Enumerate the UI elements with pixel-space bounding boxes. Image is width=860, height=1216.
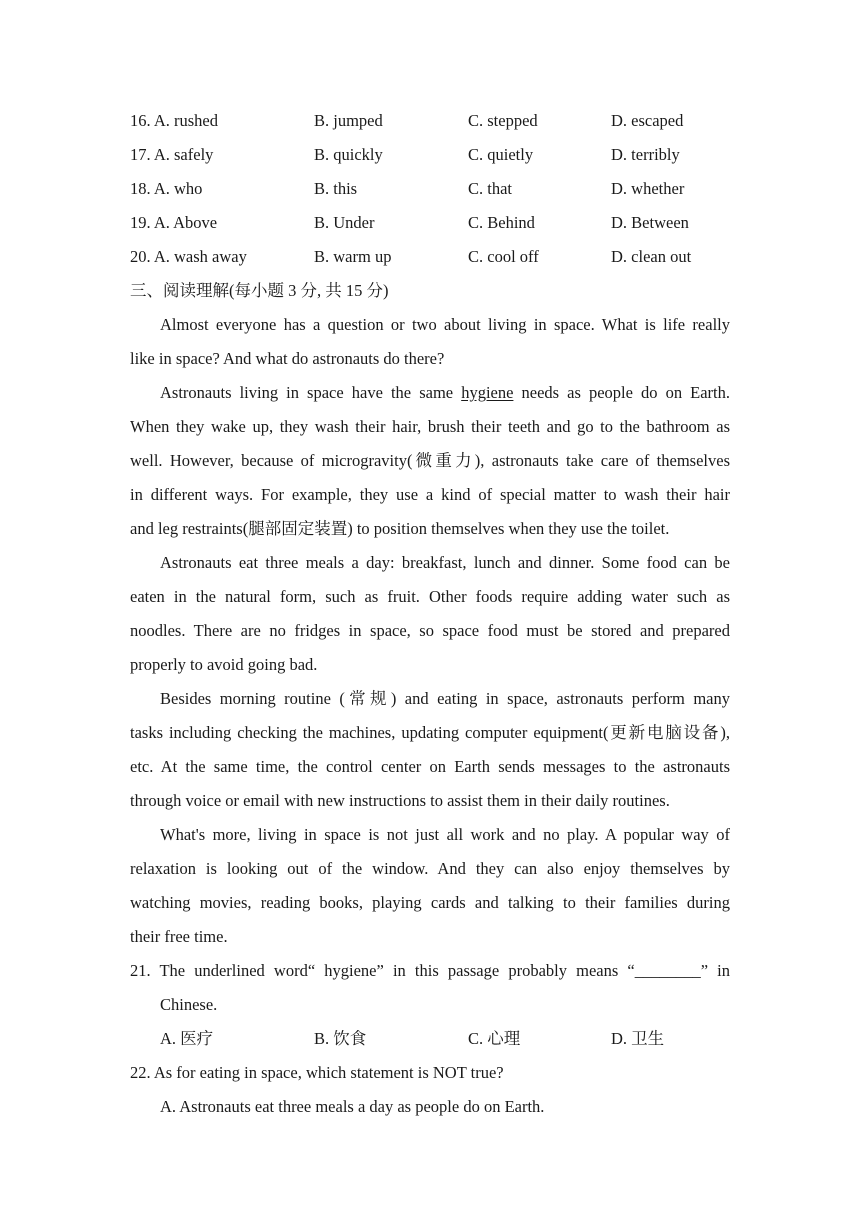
question-21-options: [130, 1022, 730, 1056]
passage-line: Astronauts eat three meals a day: breakfast, lunch and dinner. Some food can be: [160, 553, 730, 572]
options-row-17: [130, 138, 730, 172]
options-row-18: [130, 172, 730, 206]
passage-line: like in space? And what do astronauts do there?: [130, 349, 445, 368]
option-b: B. warm up: [314, 247, 392, 266]
passage-line: [160, 376, 730, 410]
option-c: C. quietly: [468, 145, 534, 164]
option-d: D. whether: [611, 179, 685, 198]
option-a: A. 医疗: [160, 1029, 214, 1048]
option-c: C. 心理: [468, 1029, 521, 1048]
option-c: C. cool off: [468, 247, 539, 266]
option-c: C. that: [468, 179, 512, 198]
text-fragment: needs as people do on Earth.: [513, 383, 730, 402]
passage-line: When they wake up, they wash their hair, brush their teeth and go to the bathroom as: [130, 417, 730, 436]
option-a: 17. A. safely: [130, 145, 214, 164]
passage-line: noodles. There are no fridges in space, so space food must be stored and prepared: [130, 621, 730, 640]
passage-line: What's more, living in space is not just all work and no play. A popular way of: [160, 825, 730, 844]
passage-line: Almost everyone has a question or two about living in space. What is life really: [160, 315, 730, 334]
option-b: B. 饮食: [314, 1029, 367, 1048]
passage-line: Besides morning routine (常规) and eating in space, astronauts perform many: [160, 689, 730, 708]
options-row-16: [130, 104, 730, 138]
option-b: B. jumped: [314, 111, 383, 130]
option-c: C. stepped: [468, 111, 538, 130]
option-d: D. escaped: [611, 111, 684, 130]
option-d: D. clean out: [611, 247, 692, 266]
option-a: 16. A. rushed: [130, 111, 218, 130]
option-a: 18. A. who: [130, 179, 203, 198]
question-22-option-a: A. Astronauts eat three meals a day as people do on Earth.: [160, 1097, 545, 1116]
question-21-stem-cont: Chinese.: [160, 995, 218, 1014]
underlined-word-hygiene: hygiene: [461, 383, 514, 402]
option-a: 19. A. Above: [130, 213, 218, 232]
option-c: C. Behind: [468, 213, 535, 232]
options-row-19: [130, 206, 730, 240]
option-d: D. terribly: [611, 145, 680, 164]
passage-line: watching movies, reading books, playing cards and talking to their families during: [130, 893, 730, 912]
options-row-20: [130, 240, 730, 274]
passage-line: relaxation is looking out of the window. And they can also enjoy themselves by: [130, 859, 730, 878]
passage-line: eaten in the natural form, such as fruit. Other foods require adding water such as: [130, 587, 730, 606]
passage-line: their free time.: [130, 927, 228, 946]
question-21-stem: 21. The underlined word“ hygiene” in this passage probably means “________” in: [130, 961, 730, 980]
option-b: B. quickly: [314, 145, 383, 164]
passage-line: well. However, because of microgravity(微重力), astronauts take care of themselves: [130, 451, 730, 470]
passage-line: properly to avoid going bad.: [130, 655, 318, 674]
passage-line: tasks including checking the machines, updating computer equipment(更新电脑设备),: [130, 723, 730, 742]
option-d: D. 卫生: [611, 1029, 665, 1048]
passage-line: in different ways. For example, they use a kind of special matter to wash their hair: [130, 485, 730, 504]
passage-line: etc. At the same time, the control center on Earth sends messages to the astronauts: [130, 757, 730, 776]
option-b: B. Under: [314, 213, 375, 232]
option-b: B. this: [314, 179, 358, 198]
passage-line: and leg restraints(腿部固定装置) to position themselves when they use the toilet.: [130, 519, 670, 538]
text-fragment: Astronauts living in space have the same: [160, 383, 462, 402]
passage-line: through voice or email with new instructions to assist them in their daily routines.: [130, 791, 670, 810]
question-22-stem: 22. As for eating in space, which statement is NOT true?: [130, 1063, 504, 1082]
option-a: 20. A. wash away: [130, 247, 247, 266]
section-heading: 三、阅读理解(每小题 3 分, 共 15 分): [130, 281, 389, 300]
option-d: D. Between: [611, 213, 689, 232]
